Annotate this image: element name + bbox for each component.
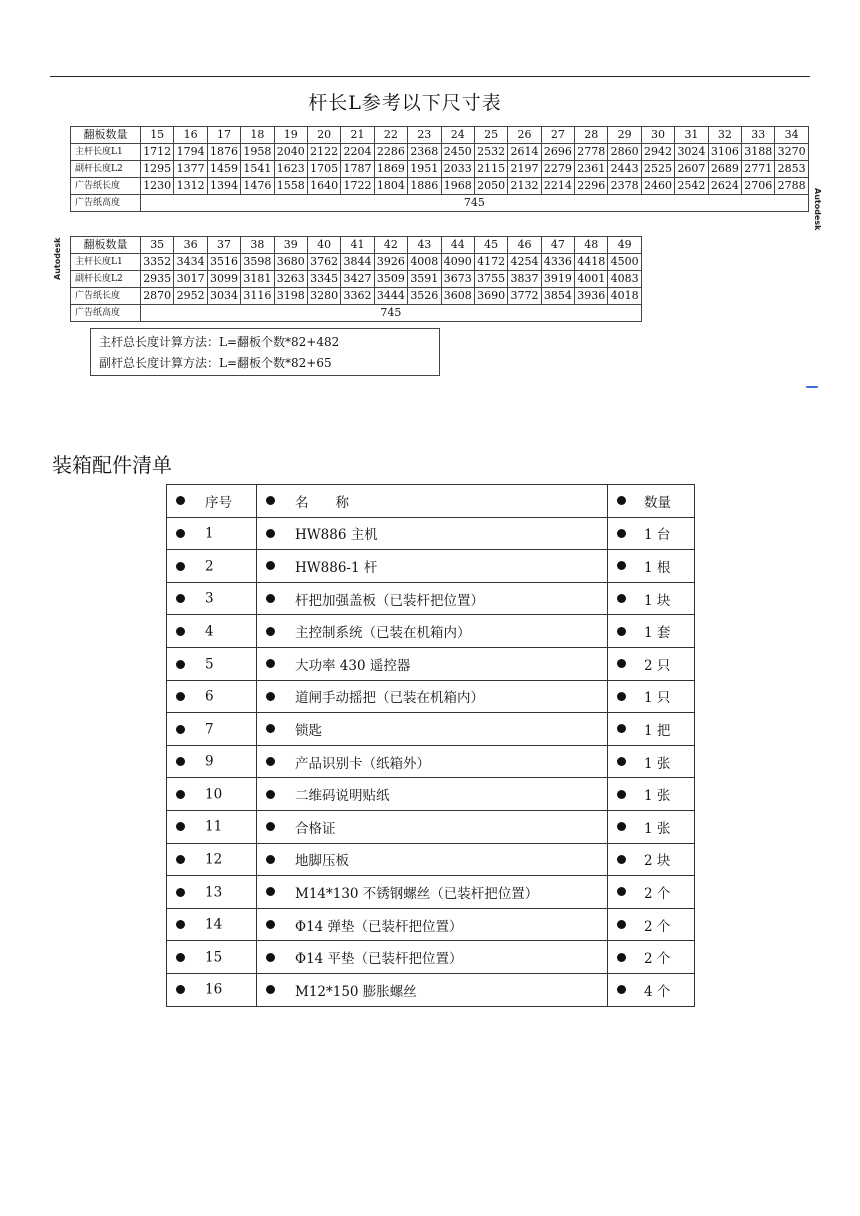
value-cell: 1794 <box>174 144 207 161</box>
value-cell: 3690 <box>474 288 507 305</box>
reference-table-title: 杆长L参考以下尺寸表 <box>308 92 502 114</box>
item-name: Φ14 平垫（已装杆把位置） <box>295 951 463 968</box>
value-cell: 3854 <box>541 288 574 305</box>
value-cell: 3772 <box>508 288 541 305</box>
item-no: 16 <box>205 981 223 998</box>
item-no: 15 <box>205 949 223 966</box>
value-cell: 3263 <box>274 271 307 288</box>
bullet-icon <box>266 496 275 505</box>
item-qty: 2 个 <box>644 885 671 902</box>
count-cell: 20 <box>307 127 340 144</box>
bullet-icon <box>176 594 185 603</box>
count-cell: 34 <box>775 127 808 144</box>
row-label: 主杆长度L1 <box>71 144 141 161</box>
bullet-icon <box>617 790 626 799</box>
value-cell: 2942 <box>641 144 674 161</box>
value-cell: 3116 <box>241 288 274 305</box>
item-name: 地脚压板 <box>295 853 349 870</box>
item-qty: 1 块 <box>644 592 671 609</box>
value-cell: 1787 <box>341 161 374 178</box>
value-cell: 2525 <box>641 161 674 178</box>
row-label: 副杆长度L2 <box>71 271 141 288</box>
item-qty: 1 只 <box>644 690 671 707</box>
bullet-icon <box>266 887 275 896</box>
value-cell: 1541 <box>241 161 274 178</box>
header-name: 名 称 <box>295 494 349 511</box>
bullet-icon <box>176 953 185 962</box>
value-cell: 1230 <box>141 178 174 195</box>
bullet-icon <box>176 692 185 701</box>
value-cell: 2460 <box>641 178 674 195</box>
value-cell: 1886 <box>408 178 441 195</box>
blue-mark <box>806 386 818 388</box>
bullet-icon <box>617 692 626 701</box>
value-cell: 2614 <box>508 144 541 161</box>
item-qty: 1 根 <box>644 559 671 576</box>
value-cell: 2115 <box>474 161 507 178</box>
bullet-icon <box>617 496 626 505</box>
count-cell: 35 <box>141 237 174 254</box>
item-name: 杆把加强盖板（已装杆把位置） <box>295 592 484 609</box>
count-cell: 31 <box>675 127 708 144</box>
count-cell: 39 <box>274 237 307 254</box>
value-cell: 2532 <box>474 144 507 161</box>
value-cell: 3919 <box>541 271 574 288</box>
bullet-icon <box>617 887 626 896</box>
count-cell: 15 <box>141 127 174 144</box>
row-label: 副杆长度L2 <box>71 161 141 178</box>
bullet-icon <box>176 855 185 864</box>
value-cell: 3106 <box>708 144 741 161</box>
count-cell: 36 <box>174 237 207 254</box>
value-cell: 2771 <box>742 161 775 178</box>
value-cell: 1476 <box>241 178 274 195</box>
dimension-row <box>71 161 809 178</box>
packing-header-row <box>167 485 695 518</box>
item-name: Φ14 弹垫（已装杆把位置） <box>295 918 463 935</box>
formula-sub-pole: 副杆总长度计算方法：L=翻板个数*82+65 <box>99 356 332 370</box>
packing-row <box>167 517 695 550</box>
value-cell: 2853 <box>775 161 808 178</box>
bullet-icon <box>266 529 275 538</box>
value-cell: 2368 <box>408 144 441 161</box>
value-cell: 2361 <box>575 161 608 178</box>
packing-row <box>167 778 695 811</box>
item-no: 4 <box>205 623 214 640</box>
item-name: 道闸手动摇把（已装在机箱内） <box>295 690 484 707</box>
value-cell: 1804 <box>374 178 407 195</box>
bullet-icon <box>266 724 275 733</box>
value-cell: 3427 <box>341 271 374 288</box>
bullet-icon <box>176 529 185 538</box>
row-label: 广告纸高度 <box>71 305 141 322</box>
item-no: 9 <box>205 753 214 770</box>
bullet-icon <box>617 594 626 603</box>
row-label: 主杆长度L1 <box>71 254 141 271</box>
bullet-icon <box>176 985 185 994</box>
value-cell: 3608 <box>441 288 474 305</box>
bullet-icon <box>617 659 626 668</box>
count-cell: 48 <box>575 237 608 254</box>
bullet-icon <box>617 920 626 929</box>
item-qty: 1 台 <box>644 527 671 544</box>
value-cell: 1377 <box>174 161 207 178</box>
item-no: 13 <box>205 884 223 901</box>
packing-row <box>167 973 695 1006</box>
height-row <box>71 195 809 212</box>
count-cell: 16 <box>174 127 207 144</box>
value-cell: 4418 <box>575 254 608 271</box>
bullet-icon <box>176 660 185 669</box>
item-name: 主控制系统（已装在机箱内） <box>295 625 471 642</box>
value-cell: 1968 <box>441 178 474 195</box>
count-cell: 38 <box>241 237 274 254</box>
bullet-icon <box>617 855 626 864</box>
count-cell: 21 <box>341 127 374 144</box>
value-cell: 1951 <box>408 161 441 178</box>
value-cell: 3181 <box>241 271 274 288</box>
item-qty: 4 个 <box>644 983 671 1000</box>
value-cell: 4001 <box>575 271 608 288</box>
count-cell: 45 <box>474 237 507 254</box>
value-cell: 3345 <box>307 271 340 288</box>
bullet-icon <box>176 725 185 734</box>
packing-list-title: 装箱配件清单 <box>52 453 172 477</box>
bullet-icon <box>176 496 185 505</box>
dimension-row <box>71 288 642 305</box>
row-label: 翻板数量 <box>71 127 141 144</box>
item-no: 1 <box>205 525 214 542</box>
bullet-icon <box>617 627 626 636</box>
value-cell: 2204 <box>341 144 374 161</box>
count-cell: 29 <box>608 127 641 144</box>
item-qty: 2 只 <box>644 657 671 674</box>
value-cell: 1712 <box>141 144 174 161</box>
value-cell: 2788 <box>775 178 808 195</box>
value-cell: 4172 <box>474 254 507 271</box>
header-qty: 数量 <box>644 494 671 511</box>
value-cell: 2952 <box>174 288 207 305</box>
bullet-icon <box>266 822 275 831</box>
count-cell: 46 <box>508 237 541 254</box>
item-qty: 2 个 <box>644 918 671 935</box>
value-cell: 3362 <box>341 288 374 305</box>
bullet-icon <box>176 920 185 929</box>
count-cell: 32 <box>708 127 741 144</box>
bullet-icon <box>266 757 275 766</box>
packing-row <box>167 843 695 876</box>
count-cell: 49 <box>608 237 641 254</box>
dimension-row <box>71 254 642 271</box>
item-no: 12 <box>205 851 223 868</box>
value-cell: 2050 <box>474 178 507 195</box>
value-cell: 4254 <box>508 254 541 271</box>
item-no: 7 <box>205 721 214 738</box>
count-cell: 40 <box>307 237 340 254</box>
row-label: 广告纸长度 <box>71 288 141 305</box>
value-cell: 1869 <box>374 161 407 178</box>
packing-row <box>167 876 695 909</box>
height-value: 745 <box>141 305 642 322</box>
value-cell: 2040 <box>274 144 307 161</box>
value-cell: 3509 <box>374 271 407 288</box>
row-label: 广告纸高度 <box>71 195 141 212</box>
value-cell: 3673 <box>441 271 474 288</box>
value-cell: 3198 <box>274 288 307 305</box>
value-cell: 3099 <box>207 271 240 288</box>
value-cell: 3526 <box>408 288 441 305</box>
bullet-icon <box>266 627 275 636</box>
dimension-row <box>71 178 809 195</box>
value-cell: 4083 <box>608 271 641 288</box>
item-name: M14*130 不锈钢螺丝（已装杆把位置） <box>295 885 539 902</box>
bullet-icon <box>266 920 275 929</box>
item-qty: 2 块 <box>644 853 671 870</box>
value-cell: 3591 <box>408 271 441 288</box>
value-cell: 2296 <box>575 178 608 195</box>
dimension-row <box>71 144 809 161</box>
bullet-icon <box>176 562 185 571</box>
value-cell: 3434 <box>174 254 207 271</box>
value-cell: 3188 <box>742 144 775 161</box>
packing-row <box>167 908 695 941</box>
item-qty: 1 套 <box>644 625 671 642</box>
formula-main-pole: 主杆总长度计算方法：L=翻板个数*82+482 <box>99 335 340 349</box>
bullet-icon <box>176 822 185 831</box>
packing-row <box>167 582 695 615</box>
value-cell: 1394 <box>207 178 240 195</box>
value-cell: 2870 <box>141 288 174 305</box>
item-qty: 1 张 <box>644 755 671 772</box>
value-cell: 2450 <box>441 144 474 161</box>
bullet-icon <box>617 953 626 962</box>
count-cell: 44 <box>441 237 474 254</box>
value-cell: 3936 <box>575 288 608 305</box>
value-cell: 2778 <box>575 144 608 161</box>
count-cell: 18 <box>241 127 274 144</box>
count-cell: 17 <box>207 127 240 144</box>
header-rule <box>50 76 810 77</box>
value-cell: 3680 <box>274 254 307 271</box>
header-no: 序号 <box>205 494 232 511</box>
value-cell: 2689 <box>708 161 741 178</box>
count-cell: 23 <box>408 127 441 144</box>
value-cell: 1459 <box>207 161 240 178</box>
item-qty: 1 张 <box>644 788 671 805</box>
value-cell: 3598 <box>241 254 274 271</box>
autodesk-watermark: Autodesk <box>53 237 62 280</box>
row-label: 翻板数量 <box>71 237 141 254</box>
value-cell: 2443 <box>608 161 641 178</box>
row-label: 广告纸长度 <box>71 178 141 195</box>
bullet-icon <box>176 888 185 897</box>
value-cell: 2706 <box>742 178 775 195</box>
item-no: 5 <box>205 656 214 673</box>
packing-row <box>167 745 695 778</box>
value-cell: 3755 <box>474 271 507 288</box>
packing-row <box>167 680 695 713</box>
count-cell: 24 <box>441 127 474 144</box>
value-cell: 3444 <box>374 288 407 305</box>
bullet-icon <box>617 529 626 538</box>
value-cell: 1705 <box>307 161 340 178</box>
packing-list-table <box>166 484 695 1007</box>
height-row <box>71 305 642 322</box>
value-cell: 3516 <box>207 254 240 271</box>
count-row <box>71 237 642 254</box>
item-no: 6 <box>205 688 214 705</box>
item-name: 大功率 430 遥控器 <box>295 657 411 674</box>
bullet-icon <box>617 757 626 766</box>
bullet-icon <box>266 561 275 570</box>
count-cell: 26 <box>508 127 541 144</box>
bullet-icon <box>266 692 275 701</box>
bullet-icon <box>617 822 626 831</box>
item-no: 2 <box>205 558 214 575</box>
value-cell: 1312 <box>174 178 207 195</box>
count-cell: 41 <box>341 237 374 254</box>
value-cell: 2624 <box>708 178 741 195</box>
item-no: 11 <box>205 818 223 835</box>
count-cell: 42 <box>374 237 407 254</box>
count-cell: 33 <box>742 127 775 144</box>
bullet-icon <box>266 985 275 994</box>
value-cell: 1295 <box>141 161 174 178</box>
item-qty: 2 个 <box>644 951 671 968</box>
count-cell: 37 <box>207 237 240 254</box>
item-name: 二维码说明贴纸 <box>295 788 390 805</box>
bullet-icon <box>176 757 185 766</box>
dimension-table-2 <box>70 236 642 322</box>
count-cell: 22 <box>374 127 407 144</box>
count-cell: 28 <box>575 127 608 144</box>
item-name: 产品识别卡（纸箱外） <box>295 755 430 772</box>
value-cell: 4500 <box>608 254 641 271</box>
value-cell: 4336 <box>541 254 574 271</box>
value-cell: 1722 <box>341 178 374 195</box>
bullet-icon <box>617 724 626 733</box>
bullet-icon <box>266 855 275 864</box>
value-cell: 2132 <box>508 178 541 195</box>
count-cell: 19 <box>274 127 307 144</box>
value-cell: 3926 <box>374 254 407 271</box>
value-cell: 2378 <box>608 178 641 195</box>
value-cell: 2696 <box>541 144 574 161</box>
item-name: 锁匙 <box>295 722 322 739</box>
bullet-icon <box>176 627 185 636</box>
dimension-table-1 <box>70 126 809 212</box>
count-cell: 43 <box>408 237 441 254</box>
value-cell: 2542 <box>675 178 708 195</box>
value-cell: 2935 <box>141 271 174 288</box>
value-cell: 2286 <box>374 144 407 161</box>
value-cell: 3017 <box>174 271 207 288</box>
value-cell: 2197 <box>508 161 541 178</box>
value-cell: 2860 <box>608 144 641 161</box>
packing-row <box>167 647 695 680</box>
value-cell: 3352 <box>141 254 174 271</box>
bullet-icon <box>266 594 275 603</box>
value-cell: 4090 <box>441 254 474 271</box>
value-cell: 4018 <box>608 288 641 305</box>
item-qty: 1 把 <box>644 722 671 739</box>
value-cell: 3270 <box>775 144 808 161</box>
value-cell: 3844 <box>341 254 374 271</box>
packing-row <box>167 550 695 583</box>
bullet-icon <box>266 953 275 962</box>
formula-box <box>90 328 440 376</box>
count-cell: 47 <box>541 237 574 254</box>
item-name: HW886 主机 <box>295 527 378 544</box>
bullet-icon <box>266 659 275 668</box>
value-cell: 1876 <box>207 144 240 161</box>
value-cell: 1558 <box>274 178 307 195</box>
count-cell: 27 <box>541 127 574 144</box>
packing-row <box>167 810 695 843</box>
value-cell: 2214 <box>541 178 574 195</box>
value-cell: 1640 <box>307 178 340 195</box>
value-cell: 4008 <box>408 254 441 271</box>
value-cell: 2033 <box>441 161 474 178</box>
item-no: 10 <box>205 786 223 803</box>
item-qty: 1 张 <box>644 820 671 837</box>
item-name: 合格证 <box>295 820 336 837</box>
value-cell: 1958 <box>241 144 274 161</box>
bullet-icon <box>176 790 185 799</box>
dimension-row <box>71 271 642 288</box>
item-name: M12*150 膨胀螺丝 <box>295 983 417 1000</box>
value-cell: 2279 <box>541 161 574 178</box>
item-no: 3 <box>205 590 214 607</box>
height-value: 745 <box>141 195 809 212</box>
packing-row <box>167 713 695 746</box>
count-cell: 25 <box>474 127 507 144</box>
count-row <box>71 127 809 144</box>
value-cell: 3280 <box>307 288 340 305</box>
value-cell: 3837 <box>508 271 541 288</box>
bullet-icon <box>617 561 626 570</box>
value-cell: 3762 <box>307 254 340 271</box>
item-no: 14 <box>205 916 223 933</box>
value-cell: 2607 <box>675 161 708 178</box>
value-cell: 2122 <box>307 144 340 161</box>
bullet-icon <box>266 790 275 799</box>
count-cell: 30 <box>641 127 674 144</box>
value-cell: 1623 <box>274 161 307 178</box>
value-cell: 3034 <box>207 288 240 305</box>
item-name: HW886-1 杆 <box>295 559 378 576</box>
bullet-icon <box>617 985 626 994</box>
value-cell: 3024 <box>675 144 708 161</box>
autodesk-watermark: Autodesk <box>813 188 822 231</box>
packing-row <box>167 615 695 648</box>
packing-row <box>167 941 695 974</box>
